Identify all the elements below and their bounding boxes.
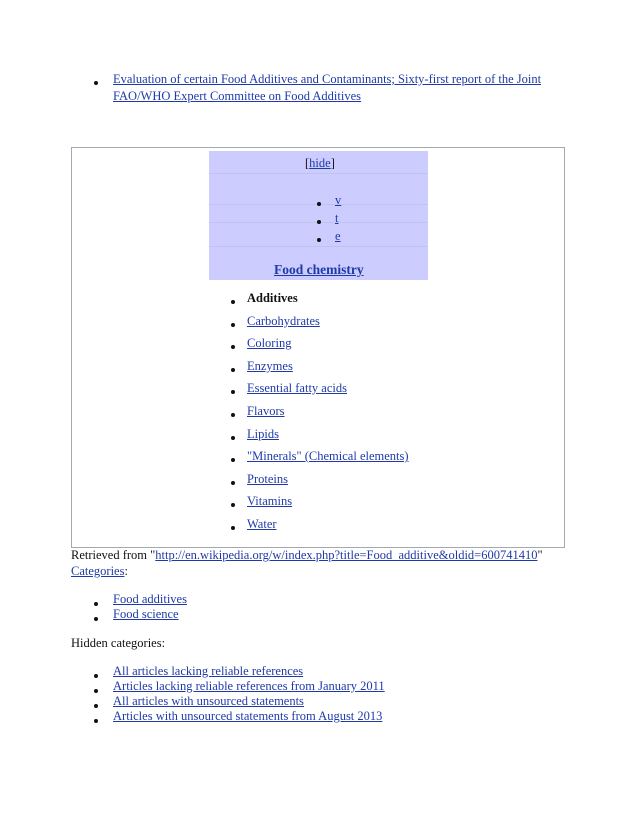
hidden-category-link[interactable]: All articles with unsourced statements — [113, 694, 304, 708]
categories-heading — [71, 564, 128, 579]
hidden-category-link[interactable]: Articles lacking reliable references from January 2011 — [113, 679, 385, 693]
navbox-title[interactable]: Food chemistry — [274, 262, 364, 277]
navbox-talk-link[interactable]: t — [335, 211, 339, 225]
hidden-categories-heading: Hidden categories: — [71, 636, 166, 650]
reference-link-line1[interactable]: Evaluation of certain Food Additives and Contaminants; Sixty-first report of the Joint — [113, 72, 542, 86]
hidden-category-link[interactable]: Articles with unsourced statements from August 2013 — [113, 709, 383, 723]
retrieved-url-link[interactable]: http://en.wikipedia.org/w/index.php?title=Food_additive&oldid=600741410 — [155, 548, 538, 562]
list-bullet — [231, 458, 235, 462]
reference-link-line2[interactable]: FAO/WHO Expert Committee on Food Additives — [113, 89, 362, 103]
navbox-item[interactable]: Carbohydrates — [247, 314, 320, 328]
navbox-item[interactable]: Essential fatty acids — [247, 381, 347, 395]
navbox-item[interactable]: Vitamins — [247, 494, 293, 508]
categories-link[interactable]: Categories — [71, 564, 125, 578]
list-bullet — [94, 719, 98, 723]
navbox-item[interactable]: Lipids — [247, 427, 279, 441]
list-bullet — [94, 617, 98, 621]
navbox-item[interactable]: Coloring — [247, 336, 292, 350]
navbox-item[interactable]: Proteins — [247, 472, 288, 486]
list-bullet — [231, 323, 235, 327]
retrieved-prefix: Retrieved from " — [71, 548, 156, 562]
list-bullet — [94, 81, 98, 85]
list-bullet — [231, 368, 235, 372]
list-bullet — [317, 202, 321, 206]
navbox-item-additives: Additives — [247, 291, 298, 305]
list-bullet — [94, 689, 98, 693]
retrieved-from — [71, 548, 543, 563]
navbox-edit-link[interactable]: e — [335, 229, 341, 243]
hide-link[interactable]: hide — [309, 156, 331, 170]
categories-colon: : — [124, 564, 128, 578]
list-bullet — [94, 704, 98, 708]
hide-toggle — [305, 156, 335, 171]
category-link[interactable]: Food science — [113, 607, 179, 621]
hidden-category-link[interactable]: All articles lacking reliable references — [113, 664, 304, 678]
list-bullet — [94, 602, 98, 606]
navbox-item[interactable]: Water — [247, 517, 277, 531]
list-bullet — [231, 345, 235, 349]
category-link[interactable]: Food additives — [113, 592, 187, 606]
navbox-item[interactable]: "Minerals" (Chemical elements) — [247, 449, 409, 463]
navbox-view-link[interactable]: v — [335, 193, 342, 207]
list-bullet — [94, 674, 98, 678]
hide-bracket-close: ] — [330, 156, 335, 170]
list-bullet — [231, 503, 235, 507]
list-bullet — [231, 390, 235, 394]
list-bullet — [317, 238, 321, 242]
hide-bracket-open: [ — [305, 156, 310, 170]
list-bullet — [317, 220, 321, 224]
list-bullet — [231, 481, 235, 485]
list-bullet — [231, 300, 235, 304]
retrieved-suffix: " — [537, 548, 543, 562]
navbox-item[interactable]: Enzymes — [247, 359, 293, 373]
navbox-item[interactable]: Flavors — [247, 404, 285, 418]
list-bullet — [231, 413, 235, 417]
list-bullet — [231, 436, 235, 440]
list-bullet — [231, 526, 235, 530]
